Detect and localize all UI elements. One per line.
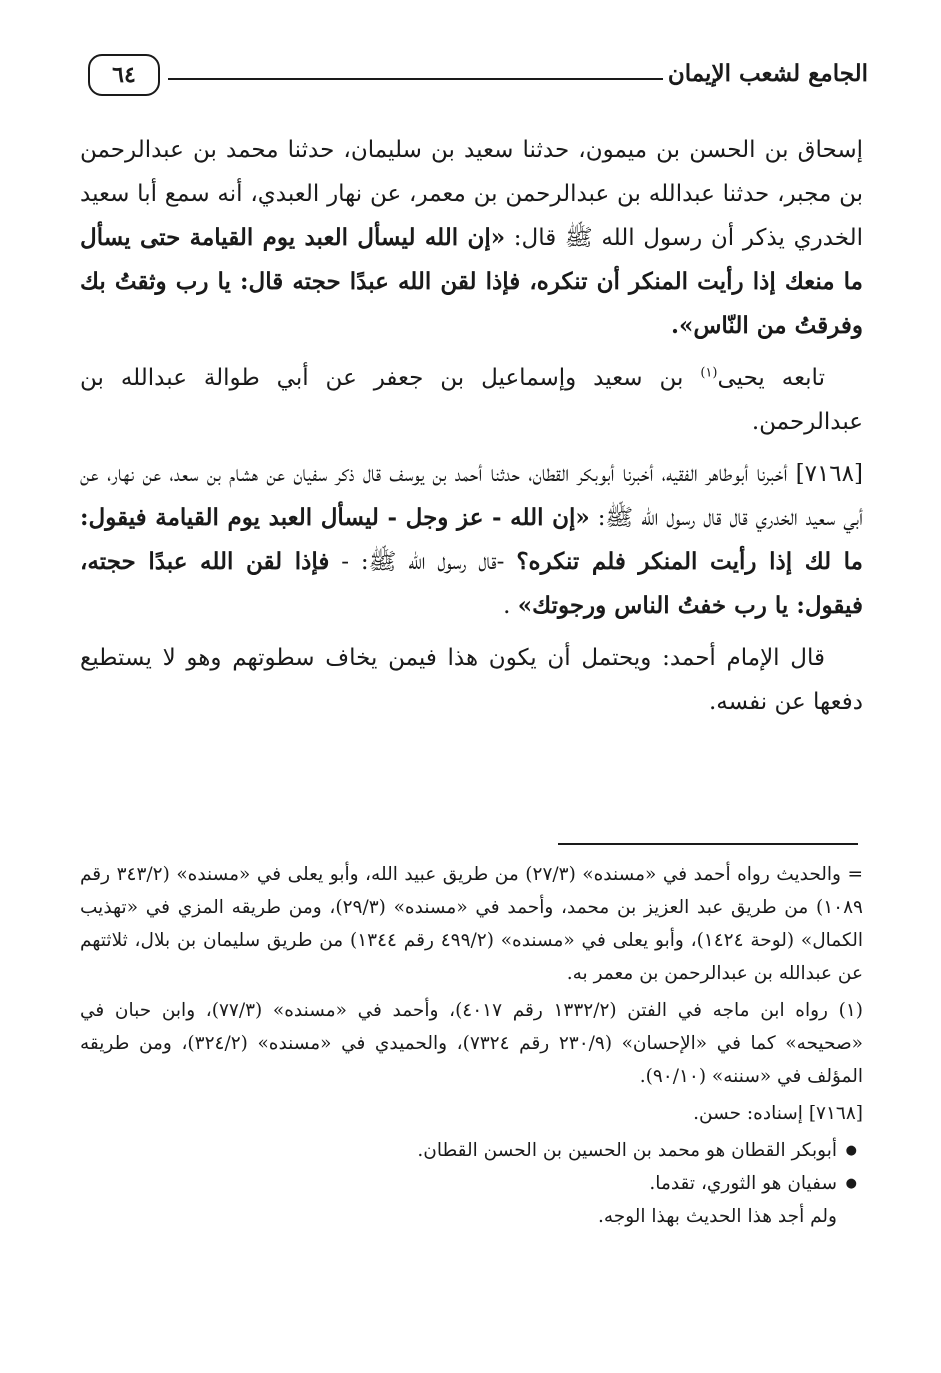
hadith-7168-chain: [٧١٦٨] أخبرنا أبوطاهر الفقيه، أخبرنا أبوبكر القطان، حدثنا أحمد بن يوسف قال ذكر سفيان عن هشام بن سعد، عن نهار، عن أبي سعيد الخدري قال قال رسول الله ﷺ:: [80, 461, 863, 531]
page-number: ٦٤: [88, 54, 160, 96]
hadith-7168-text-2: فإذا لقن الله عبدًا حجته، فيقول: يا رب خفتُ الناس ورجوتك»: [80, 548, 863, 619]
book-title: الجامع لشعب الإيمان: [667, 60, 868, 87]
isnad-note: ● أبوبكر القطان هو محمد بن الحسين بن الحسن القطان.: [80, 1134, 837, 1167]
followup-start: تابعه يحيى: [717, 365, 825, 391]
paragraph-followup: [80, 356, 863, 444]
hadith-1-text: «إن الله ليسأل العبد يوم القيامة حتى يسأل ما منعك إذا رأيت المنكر أن تنكره، فإذا لقن الله عبدًا حجته قال: يا رب وثقتُ بك وفرقتُ من النّاس».: [80, 224, 863, 339]
main-text: [80, 128, 863, 732]
isnad-heading: [٧١٦٨] إسناده: حسن.: [693, 1103, 863, 1124]
isnad-notes: [80, 1134, 863, 1200]
followup-rest: بن سعيد وإسماعيل بن جعفر عن أبي طوالة عبدالله بن عبدالرحمن.: [80, 365, 863, 435]
page-header: [78, 52, 868, 108]
footnote-continued: = والحديث رواه أحمد في «مسنده» (٢٧/٣) من طريق عبيد الله، وأبو يعلى في «مسنده» (٣٤٣/٢ رقم ١٠٨٩) من طريق عبد العزيز بن محمد، وأحمد في «مسنده» (٢٩/٣)، ومن طريقه المزي في «تهذيب الكمال» (لوحة ١٤٢٤)، وأبو يعلى في «مسنده» (٤٩٩/٢ رقم ١٣٤٤) من طريق سليمان بن بلال، ثلاثتهم عن عبدالله بن عبدالرحمن بن معمر به.: [80, 864, 863, 984]
hadith-7168-end: .: [503, 593, 518, 619]
isnad-note: ● سفيان هو الثوري، تقدما.: [80, 1167, 837, 1200]
footnote-1: (١) رواه ابن ماجه في الفتن (١٣٣٢/٢ رقم ٤٠١٧)، وأحمد في «مسنده» (٧٧/٣)، وابن حبان في «صحيحه» كما في «الإحسان» (٢٣٠/٩ رقم ٧٣٢٤)، والحميدي في «مسنده» (٣٢٤/٢)، ومن طريقه المؤلف في «سننه» (٩٠/١٠).: [80, 1000, 863, 1087]
closing-note: ولم أجد هذا الحديث بهذا الوجه.: [597, 1206, 837, 1227]
paragraph-hadith-7168: [80, 452, 863, 628]
header-rule: [168, 78, 663, 80]
hadith-1-chain: إسحاق بن الحسن بن ميمون، حدثنا سعيد بن سليمان، حدثنا محمد بن عبدالرحمن بن مجبر، حدثنا عبدالله بن عبدالرحمن بن معمر، عن نهار العبدي، أنه سمع أبا سعيد الخدري يذكر أن رسول الله ﷺ قال:: [80, 137, 863, 251]
hadith-7168-text-1: «إن الله - عز وجل - ليسأل العبد يوم القيامة فيقول: ما لك إذا رأيت المنكر فلم تنكره؟: [80, 504, 863, 575]
footnote-ref-1: (١): [700, 365, 718, 381]
paragraph-imam-ahmad: قال الإمام أحمد: ويحتمل أن يكون هذا فيمن يخاف سطوتهم وهو لا يستطيع دفعها عن نفسه.: [80, 645, 863, 715]
footnotes: [80, 858, 863, 1237]
paragraph-hadith-1: [80, 128, 863, 348]
hadith-7168-interjection: -قال رسول الله ﷺ: -: [329, 549, 517, 575]
footnote-rule: [558, 843, 858, 845]
